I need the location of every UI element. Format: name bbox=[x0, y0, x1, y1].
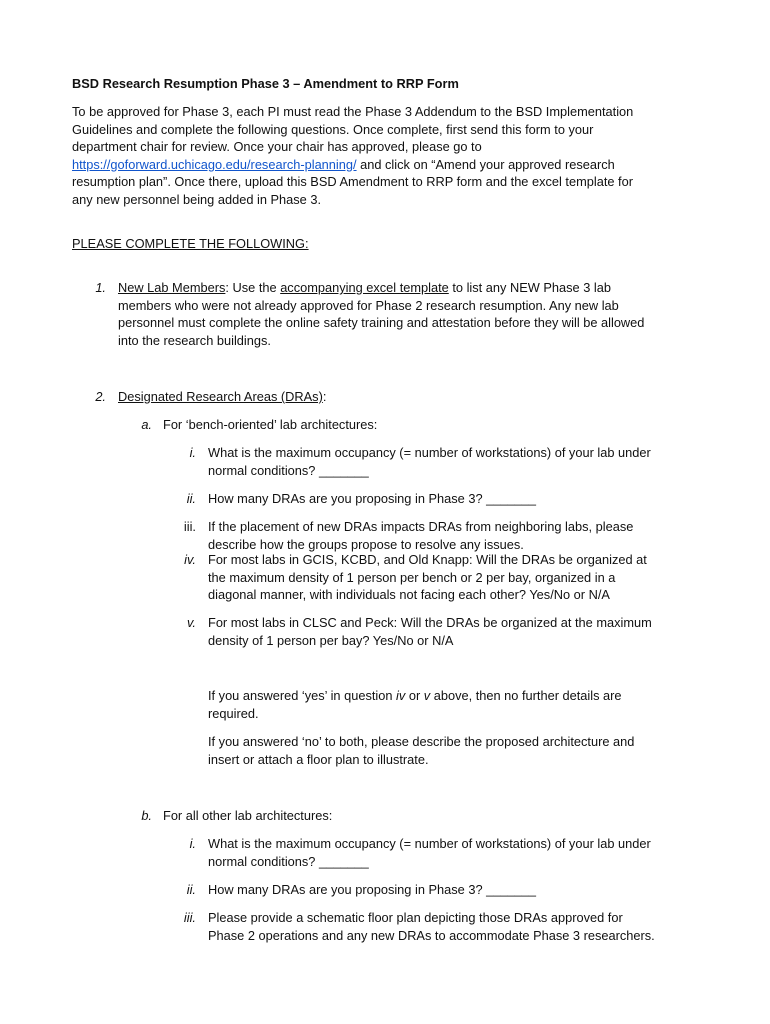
item-line: normal conditions? _______ bbox=[208, 853, 369, 869]
question-a-ii: How many DRAs are you proposing in Phase 3? _______ bbox=[208, 491, 536, 506]
item-line: What is the maximum occupancy (= number of workstations) of your lab under bbox=[208, 836, 651, 851]
item-line: If the placement of new DRAs impacts DRAs from neighboring labs, please bbox=[208, 519, 634, 534]
note-text: If you answered ‘yes’ in question bbox=[208, 688, 397, 703]
intro-line bbox=[72, 156, 633, 174]
intro-paragraph bbox=[72, 103, 633, 208]
question-1-line: into the research buildings. bbox=[118, 332, 271, 348]
intro-line: Guidelines and complete the following questions. Once complete, first send this form to your bbox=[72, 121, 594, 137]
question-b-ii: How many DRAs are you proposing in Phase 3? _______ bbox=[208, 882, 536, 897]
q1-text: to list any NEW Phase 3 lab bbox=[448, 280, 611, 295]
item-number: iii. bbox=[183, 519, 196, 534]
item-line: describe how the groups propose to resolve any issues. bbox=[208, 536, 524, 552]
item-line: What is the maximum occupancy (= number of workstations) of your lab under bbox=[208, 445, 651, 460]
item-number: ii. bbox=[186, 882, 196, 897]
q2-colon: : bbox=[322, 389, 327, 404]
intro-line: department chair for review. Once your chair has approved, please go to bbox=[72, 139, 482, 154]
item-line: For most labs in GCIS, KCBD, and Old Knapp: Will the DRAs be organized at bbox=[208, 552, 647, 567]
question-1-line: members who were not already approved for Phase 2 research resumption. Any new lab bbox=[118, 297, 619, 313]
note-text: above, then no further details are bbox=[430, 688, 622, 703]
question-a-v bbox=[208, 614, 652, 649]
note-yes bbox=[208, 687, 622, 722]
item-line: Please provide a schematic floor plan depicting those DRAs approved for bbox=[208, 910, 623, 925]
document-title: BSD Research Resumption Phase 3 – Amendment to RRP Form bbox=[72, 76, 459, 91]
question-number: 2. bbox=[95, 389, 106, 404]
note-ref-iv: iv bbox=[396, 688, 406, 703]
question-b-iii bbox=[208, 909, 655, 944]
intro-line: To be approved for Phase 3, each PI must read the Phase 3 Addendum to the BSD Implementation bbox=[72, 104, 634, 119]
item-line: diagonal manner, with individuals not facing each other? Yes/No or N/A bbox=[208, 587, 610, 602]
item-number: i. bbox=[189, 836, 196, 851]
item-line: Phase 2 operations and any new DRAs to accommodate Phase 3 researchers. bbox=[208, 927, 655, 943]
item-line: normal conditions? _______ bbox=[208, 462, 369, 478]
intro-line-text: and click on “Amend your approved research bbox=[356, 156, 615, 172]
research-planning-link[interactable]: https://goforward.uchicago.edu/research-planning/ bbox=[72, 156, 357, 172]
item-line: the maximum density of 1 person per bench or 2 per bay, organized in a bbox=[208, 569, 616, 585]
item-number: iv. bbox=[184, 552, 196, 567]
question-a-i bbox=[208, 444, 651, 479]
note-text: or bbox=[405, 688, 424, 703]
item-number: i. bbox=[189, 445, 196, 460]
item-line: density of 1 person per bay? Yes/No or N/A bbox=[208, 632, 454, 648]
question-a-iii bbox=[208, 518, 633, 553]
section-a-heading: For ‘bench-oriented’ lab architectures: bbox=[163, 417, 378, 432]
note-line bbox=[208, 687, 622, 705]
intro-line: any new personnel being added in Phase 3. bbox=[72, 191, 322, 207]
question-a-iv bbox=[208, 551, 647, 604]
question-1 bbox=[118, 279, 644, 349]
sub-letter: b. bbox=[141, 808, 152, 823]
note-line: insert or attach a floor plan to illustrate. bbox=[208, 751, 429, 767]
item-number: ii. bbox=[186, 491, 196, 506]
note-no bbox=[208, 733, 634, 768]
question-2 bbox=[118, 388, 326, 406]
item-number: v. bbox=[186, 615, 196, 630]
note-ref-v: v bbox=[423, 688, 431, 703]
item-line: For most labs in CLSC and Peck: Will the DRAs be organized at the maximum bbox=[208, 615, 652, 630]
sub-letter: a. bbox=[141, 417, 152, 432]
question-1-line bbox=[118, 279, 644, 297]
question-1-line: personnel must complete the online safety training and attestation before they will be allowed bbox=[118, 315, 645, 330]
intro-line: resumption plan”. Once there, upload this BSD Amendment to RRP form and the excel template for bbox=[72, 174, 633, 189]
question-b-i bbox=[208, 835, 651, 870]
excel-template-link[interactable]: accompanying excel template bbox=[280, 280, 449, 295]
q1-text: : Use the bbox=[225, 280, 281, 295]
instruction-heading: PLEASE COMPLETE THE FOLLOWING: bbox=[72, 236, 309, 251]
note-line: If you answered ‘no’ to both, please describe the proposed architecture and bbox=[208, 734, 635, 749]
section-b-heading: For all other lab architectures: bbox=[163, 808, 333, 823]
question-number: 1. bbox=[95, 280, 106, 295]
dra-label: Designated Research Areas (DRAs) bbox=[118, 389, 323, 404]
item-number: iii. bbox=[183, 910, 196, 925]
new-lab-members-label: New Lab Members bbox=[118, 280, 226, 295]
note-line: required. bbox=[208, 705, 259, 721]
